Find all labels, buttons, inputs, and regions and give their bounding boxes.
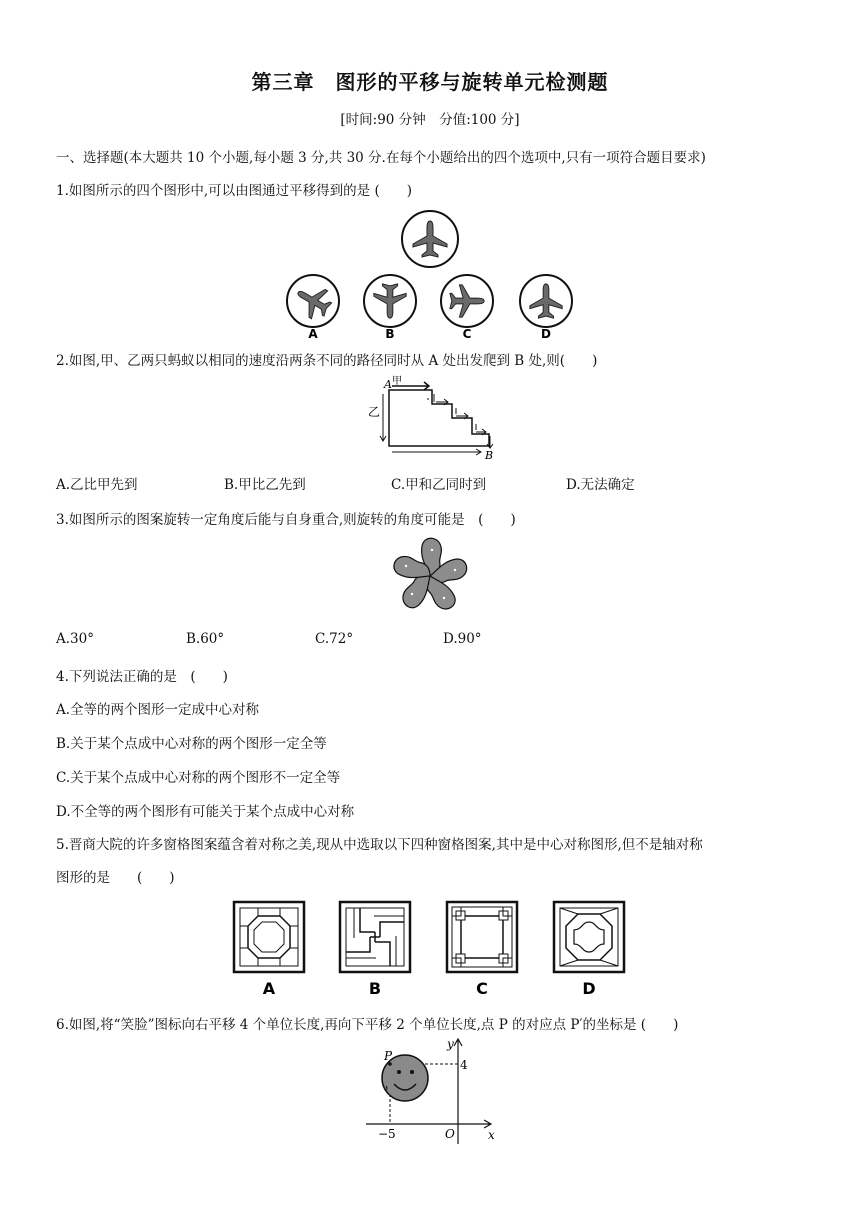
q4-option-b[interactable]: B.关于某个点成中心对称的两个图形一定全等 [56,736,327,752]
question-5-figure [0,898,860,998]
option-a-plane-icon [287,275,339,327]
question-5-stem-line2: 图形的是 ( ) [56,870,175,886]
option-d-plane-icon [520,275,572,327]
q2-label-jia: 甲 [392,376,402,387]
q2-option-c[interactable]: C.甲和乙同时到 [391,477,487,493]
q1-label-d: D [541,327,551,341]
question-1-figure [0,205,860,341]
window-c-icon [447,902,517,972]
option-c-plane-icon [441,275,493,327]
q4-option-a[interactable]: A.全等的两个图形一定成中心对称 [56,702,260,718]
q3-option-b[interactable]: B.60° [186,631,225,647]
section-heading: 一、选择题(本大题共 10 个小题,每小题 3 分,共 30 分.在每个小题给出的四个选项中,只有一项符合题目要求) [56,150,706,166]
q6-tick-4: 4 [460,1058,468,1072]
q4-option-d[interactable]: D.不全等的两个图形有可能关于某个点成中心对称 [56,804,355,820]
page-title: 第三章 图形的平移与旋转单元检测题 [251,70,609,94]
original-plane-icon [402,211,458,267]
question-3-figure [0,532,860,622]
q2-label-yi: 乙 [368,405,381,419]
option-b-plane-icon [364,275,416,327]
window-b-icon [340,902,410,972]
q5-label-b: B [368,979,382,998]
question-4-stem: 4.下列说法正确的是 ( ) [56,669,228,685]
q1-label-b: B [385,327,395,341]
question-6-stem: 6.如图,将“笑脸”图标向右平移 4 个单位长度,再向下平移 2 个单位长度,点 P 的对应点 P′的坐标是 ( ) [56,1017,679,1033]
window-a-icon [234,902,304,972]
q6-origin: O [445,1127,455,1141]
window-d-icon [554,902,624,972]
q6-axis-x: x [488,1128,495,1142]
q6-axis-y: y [447,1037,454,1051]
question-6-figure [0,1036,860,1146]
q2-point-b: B [485,449,494,462]
q1-label-c: C [462,327,472,341]
q1-label-a: A [308,327,318,341]
question-3-stem: 3.如图所示的图案旋转一定角度后能与自身重合,则旋转的角度可能是 ( ) [56,512,516,528]
q2-option-d[interactable]: D.无法确定 [566,477,635,493]
arrow-yi-down [380,394,386,441]
petal-icon [391,538,469,613]
q4-option-c[interactable]: C.关于某个点成中心对称的两个图形不一定全等 [56,770,341,786]
q2-point-a: A [384,378,392,391]
q3-option-c[interactable]: C.72° [315,631,354,647]
question-5-stem-line1: 5.晋商大院的许多窗格图案蕴含着对称之美,现从中选取以下四种窗格图案,其中是中心对称图形,但不是轴对称 [56,837,703,853]
q6-point-p: P [384,1049,393,1063]
question-1-stem: 1.如图所示的四个图形中,可以由图通过平移得到的是 ( ) [56,183,412,199]
exam-info: [时间:90 分钟 分值:100 分] [340,112,520,128]
question-2-figure [0,372,860,462]
q5-label-a: A [262,979,276,998]
question-2-stem: 2.如图,甲、乙两只蚂蚁以相同的速度沿两条不同的路径同时从 A 处出发爬到 B 处,则( ) [56,353,598,369]
q5-label-c: C [476,979,488,998]
q5-label-d: D [582,979,596,998]
y-axis [454,1039,462,1144]
arrow-yi-right [392,449,481,455]
q2-option-a[interactable]: A.乙比甲先到 [56,477,138,493]
q2-option-b[interactable]: B.甲比乙先到 [224,477,306,493]
q3-option-a[interactable]: A.30° [56,631,94,647]
q3-option-d[interactable]: D.90° [443,631,482,647]
stair-outline [389,390,489,446]
q6-tick-minus5: −5 [378,1127,396,1141]
